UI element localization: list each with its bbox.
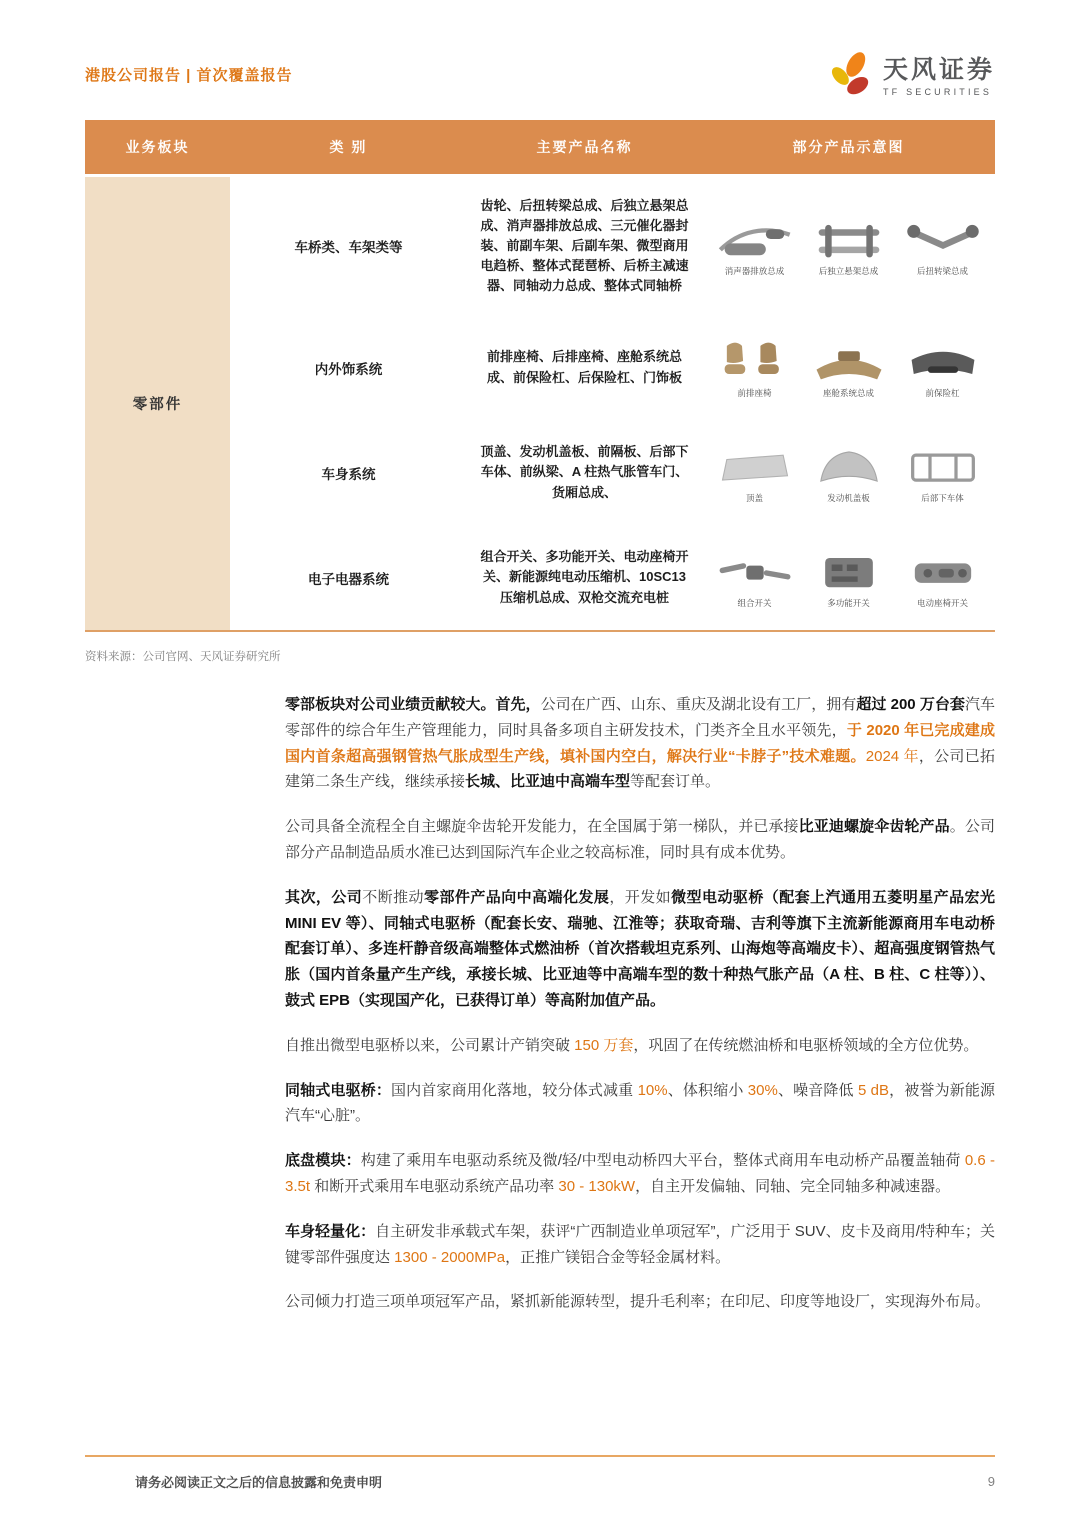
product-images — [702, 547, 995, 609]
category-cell: 内外饰系统 — [314, 361, 383, 377]
table-body — [85, 174, 995, 630]
footer-divider — [85, 1455, 995, 1457]
source-note: 资料来源：公司官网、天风证券研究所 — [85, 651, 281, 663]
thumbnail-caption: 座舱系统总成 — [822, 387, 874, 398]
brand-subtitle: TF SECURITIES — [882, 87, 993, 98]
footer-row — [85, 1472, 995, 1491]
tf-flower-icon — [826, 50, 874, 104]
brand-name: 天风证券 — [882, 55, 995, 84]
text-run: 30 - 130kW — [558, 1177, 636, 1195]
text-run: 国内首家商用化落地，较分体式减重 — [391, 1081, 638, 1099]
text-run: ，巩固了在传统燃油桥和电驱桥领域的全方位优势。 — [633, 1036, 979, 1054]
thumbnail-caption: 组合开关 — [737, 597, 772, 608]
body-paragraph — [285, 1033, 995, 1059]
product-thumbnail — [901, 547, 985, 609]
category-cell: 车桥类、车架类等 — [294, 240, 403, 255]
product-thumbnail — [713, 547, 797, 609]
products-cell: 顶盖、发动机盖板、前隔板、后部下车体、前纵梁、A 柱热气胀管车门、货厢总成、 — [480, 444, 689, 500]
category-cell: 电子电器系统 — [308, 571, 389, 587]
table-header-segment: 业务板块 — [125, 139, 190, 155]
text-run: 等配套订单。 — [630, 773, 721, 791]
body-paragraph — [285, 1148, 995, 1200]
text-run: 其次，公司 — [285, 888, 363, 906]
text-run: 同轴式电驱桥： — [285, 1081, 391, 1099]
table-header-category: 类 别 — [329, 139, 368, 155]
combo-switch-icon — [716, 547, 794, 595]
product-thumbnail — [713, 442, 797, 504]
body-paragraph — [285, 885, 995, 1014]
text-run: 公司具备全流程全自主螺旋伞齿轮开发能力，在全国属于第一梯队，并已承接 — [285, 818, 799, 836]
text-run: 、体积缩小 — [667, 1081, 748, 1099]
thumbnail-caption: 电动座椅开关 — [916, 597, 968, 608]
text-run: ，正推广镁铝合金等轻金属材料。 — [505, 1248, 731, 1266]
text-run: 不断推动 — [362, 888, 424, 906]
text-run: 汽车零部件的综合年生产管理能力，同时具备多项自主研发技术，门类齐全且水平领先， — [285, 696, 995, 739]
seat-switch-icon — [904, 547, 982, 595]
thumbnail-caption: 前保险杠 — [925, 387, 960, 398]
text-run: 于 2020 年已完成建成国内首条超高强钢管热气胀成型生产线，填补国内空白，解决行业“卡脖子”技术难题。 — [285, 721, 995, 765]
report-body-text — [285, 692, 995, 1315]
text-run: 2024 年 — [865, 747, 919, 765]
product-images — [702, 215, 995, 277]
muffler-icon — [716, 215, 794, 263]
breadcrumb: 港股公司报告 | 首次覆盖报告 — [85, 67, 293, 84]
text-run: 1300 - 2000MPa — [394, 1248, 506, 1266]
products-cell: 齿轮、后扭转梁总成、后独立悬架总成、消声器排放总成、三元催化器封装、前副车架、后副车架、微型商用电趋桥、整体式琵琶桥、后桥主减速器、同轴动力总成、整体式同轴桥 — [480, 197, 689, 294]
text-run: 超过 200 万台套 — [856, 696, 965, 713]
table-header-products: 主要产品名称 — [536, 139, 633, 155]
table-row — [230, 420, 995, 525]
table-row — [230, 315, 995, 420]
bumper-icon — [904, 337, 982, 385]
body-paragraph — [285, 1078, 995, 1130]
thumbnail-caption: 后部下车体 — [921, 492, 964, 503]
thumbnail-caption: 多功能开关 — [827, 597, 870, 608]
text-run: 0.6 - 3.5t — [285, 1152, 995, 1195]
table-row — [230, 177, 995, 315]
text-run: 和断开式乘用车电驱动系统产品功率 — [310, 1177, 559, 1195]
text-run: 、噪音降低 — [777, 1081, 858, 1099]
thumbnail-caption: 消声器排放总成 — [724, 266, 785, 276]
product-table — [85, 120, 995, 632]
roof-icon — [716, 442, 794, 490]
text-run: 零部件产品向中高端化发展 — [424, 888, 610, 906]
hood-icon — [810, 442, 888, 490]
footer-disclaimer: 请务必阅读正文之后的信息披露和免责申明 — [135, 1475, 383, 1490]
seat-icon — [716, 337, 794, 385]
text-run: ，开发如 — [609, 888, 672, 906]
text-run: 比亚迪螺旋伞齿轮产品 — [798, 818, 950, 836]
underbody-icon — [904, 442, 982, 490]
text-run: ，被誉为新能源汽车“心脏”。 — [285, 1081, 995, 1125]
product-thumbnail — [901, 215, 985, 277]
brand-logo — [826, 50, 995, 104]
text-run: 自主研发非承载式车架，获评“广西制造业单项冠军”，广泛用于 SUV、皮卡及商用/特种车；关键零部件强度达 — [285, 1222, 995, 1266]
thumbnail-caption: 后独立悬架总成 — [818, 266, 879, 276]
product-thumbnail — [901, 337, 985, 399]
text-run: 构建了乘用车电驱动系统及微/轻/中型电动桥四大平台，整体式商用车电动桥产品覆盖轴荷 — [360, 1152, 965, 1170]
segment-cell: 零部件 — [85, 177, 230, 630]
text-run: 长城、比亚迪中高端车型 — [465, 773, 631, 791]
text-run: 150 万套 — [574, 1036, 634, 1054]
cockpit-icon — [810, 337, 888, 385]
text-run: 公司倾力打造三项单项冠军产品，紧抓新能源转型，提升毛利率；在印尼、印度等地设厂，实现海外布局。 — [285, 1293, 991, 1311]
product-thumbnail — [901, 442, 985, 504]
page-header — [85, 50, 995, 104]
text-run: ，自主开发偏轴、同轴、完全同轴多种减速器。 — [635, 1177, 951, 1195]
thumbnail-caption: 发动机盖板 — [827, 492, 870, 503]
suspension-icon — [810, 215, 888, 263]
product-images — [702, 442, 995, 504]
thumbnail-caption: 前排座椅 — [737, 387, 772, 398]
torsion-beam-icon — [904, 215, 982, 263]
product-thumbnail — [807, 337, 891, 399]
product-thumbnail — [807, 215, 891, 277]
text-run: 自推出微型电驱桥以来，公司累计产销突破 — [285, 1036, 575, 1054]
text-run: 车身轻量化： — [285, 1222, 376, 1240]
products-cell: 前排座椅、后排座椅、座舱系统总成、前保险杠、后保险杠、门饰板 — [486, 349, 682, 385]
text-run: 30% — [747, 1081, 778, 1099]
products-cell: 组合开关、多功能开关、电动座椅开关、新能源纯电动压缩机、10SC13 压缩机总成、双枪交流充电桩 — [480, 549, 689, 605]
product-images — [702, 337, 995, 399]
body-paragraph — [285, 1289, 995, 1315]
brand-text — [883, 57, 995, 98]
page-number: 9 — [987, 1474, 995, 1489]
text-run: 10% — [637, 1081, 668, 1099]
page-footer — [85, 1455, 995, 1491]
text-run: 零部板块对公司业绩贡献较大。首先， — [285, 696, 541, 713]
table-header-images: 部分产品示意图 — [792, 139, 905, 155]
text-run: ，公司已拓建第二条生产线，继续承接 — [285, 747, 995, 791]
thumbnail-caption: 后扭转梁总成 — [916, 266, 968, 276]
table-header-row — [85, 120, 995, 174]
table-rows — [230, 177, 995, 630]
product-thumbnail — [807, 442, 891, 504]
text-run: 底盘模块： — [285, 1152, 361, 1170]
multi-switch-icon — [810, 547, 888, 595]
body-paragraph — [285, 814, 995, 866]
text-run: 公司在广西、山东、重庆及湖北设有工厂，拥有 — [540, 696, 857, 713]
text-run: 5 dB — [858, 1081, 889, 1099]
thumbnail-caption: 顶盖 — [745, 492, 763, 503]
category-cell: 车身系统 — [321, 466, 376, 482]
product-thumbnail — [713, 215, 797, 277]
body-paragraph — [285, 1219, 995, 1271]
product-thumbnail — [713, 337, 797, 399]
table-row — [230, 525, 995, 630]
text-run: 。公司部分产品制造品质水准已达到国际汽车企业之较高标准，同时具有成本优势。 — [285, 818, 995, 861]
product-thumbnail — [807, 547, 891, 609]
body-paragraph — [285, 692, 995, 795]
text-run: 微型电动驱桥（配套上汽通用五菱明星产品宏光 MINI EV 等）、同轴式电驱桥（配套长安、瑞驰、江淮等；获取奇瑞、吉利等旗下主流新能源商用车电动桥配套订单）、多连杆静音级高端整体式燃油桥（首次搭载坦克系列、山海炮等高端皮卡）、超高强度钢管热气胀（国内首条量产生产线，承接长城、比亚迪等中高端车型的数十种热气胀产品（A 柱、B 柱、C 柱等））、鼓式 EPB（实现国产化，已获得订单）等高附加值产品。 — [285, 888, 995, 1009]
